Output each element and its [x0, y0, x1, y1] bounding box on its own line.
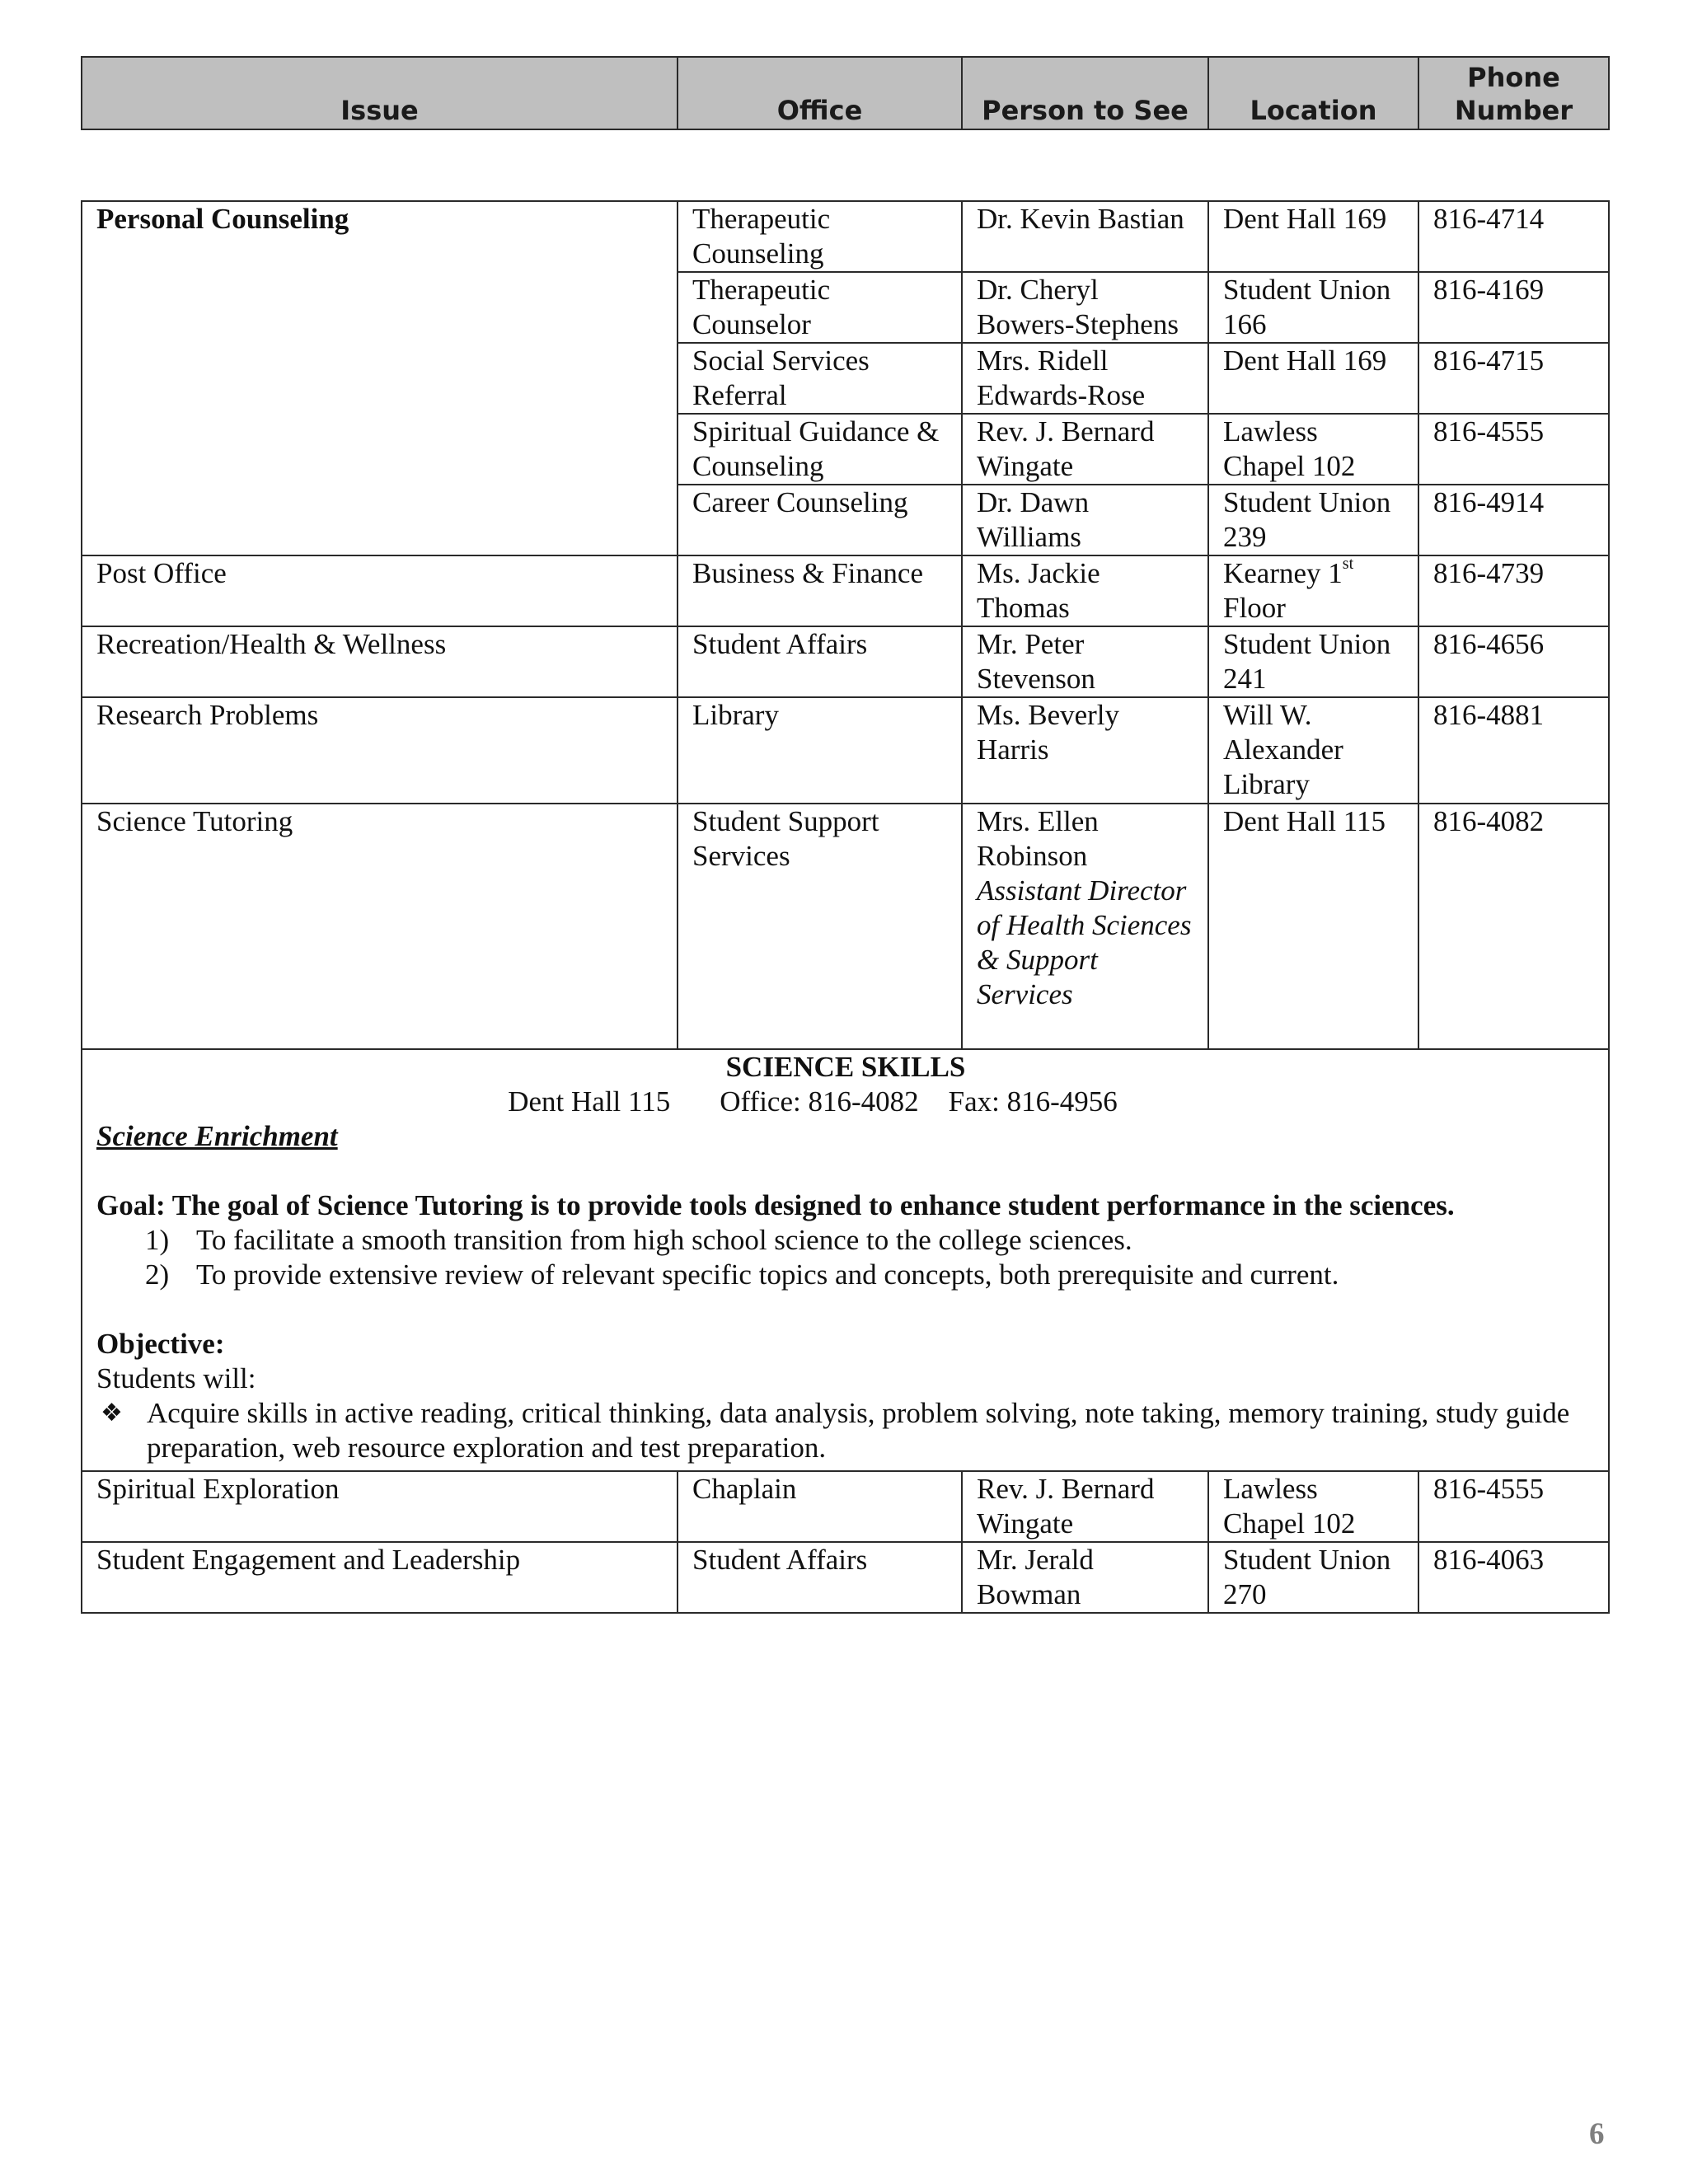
table-row — [82, 555, 1609, 626]
location-cell: Student Union 241 — [1208, 626, 1418, 697]
person-cell: Ms. Beverly Harris — [962, 697, 1208, 804]
person-cell: Ms. Jackie Thomas — [962, 555, 1208, 626]
office-cell: Chaplain — [678, 1471, 962, 1542]
header-phone-number — [1418, 57, 1609, 129]
person-cell: Dr. Cheryl Bowers-Stephens — [962, 272, 1208, 343]
table-row — [82, 626, 1609, 697]
issue-cell: Science Tutoring — [82, 804, 678, 1049]
header-row — [82, 57, 1609, 129]
list-item — [96, 1223, 1595, 1258]
header-issue: Issue — [82, 57, 678, 129]
person-cell: Rev. J. Bernard Wingate — [962, 414, 1208, 485]
goal-list — [96, 1223, 1595, 1292]
phone-cell: 816-4555 — [1418, 1471, 1609, 1542]
science-contact-line — [96, 1085, 1595, 1119]
science-skills-title: SCIENCE SKILLS — [725, 1051, 966, 1083]
phone-cell: 816-4714 — [1418, 201, 1609, 272]
person-cell: Rev. J. Bernard Wingate — [962, 1471, 1208, 1542]
objective-intro: Students will: — [96, 1362, 256, 1394]
table-row — [82, 343, 1609, 414]
person-cell: Mrs. Ridell Edwards-Rose — [962, 343, 1208, 414]
objective-heading: Objective: — [96, 1328, 225, 1360]
phone-cell: 816-4739 — [1418, 555, 1609, 626]
location-cell: Student Union 166 — [1208, 272, 1418, 343]
phone-cell: 816-4063 — [1418, 1542, 1609, 1613]
phone-cell: 816-4555 — [1418, 414, 1609, 485]
science-location: Dent Hall 115 — [508, 1085, 671, 1118]
office-cell: Student Affairs — [678, 626, 962, 697]
office-cell: Therapeutic Counselor — [678, 272, 962, 343]
phone-cell: 816-4715 — [1418, 343, 1609, 414]
phone-cell: 816-4656 — [1418, 626, 1609, 697]
issue-cell: Student Engagement and Leadership — [82, 1542, 678, 1613]
person-title: Assistant Director of Health Sciences & Support Services — [977, 874, 1192, 1010]
table-row — [82, 1471, 1609, 1542]
person-cell: Mr. Jerald Bowman — [962, 1542, 1208, 1613]
header-location: Location — [1208, 57, 1418, 129]
office-cell: Business & Finance — [678, 555, 962, 626]
page-number: 6 — [1589, 2117, 1605, 2151]
person-cell: Dr. Dawn Williams — [962, 485, 1208, 555]
location-cell: Student Union 239 — [1208, 485, 1418, 555]
office-cell: Student Support Services — [678, 804, 962, 1049]
table-row — [82, 1542, 1609, 1613]
office-cell: Library — [678, 697, 962, 804]
person-cell: Mr. Peter Stevenson — [962, 626, 1208, 697]
list-number: 2) — [145, 1258, 170, 1291]
office-cell: Social Services Referral — [678, 343, 962, 414]
location-cell — [1208, 555, 1418, 626]
goal-statement: Goal: The goal of Science Tutoring is to provide tools designed to enhance student performance in the sciences. — [96, 1189, 1455, 1221]
office-cell: Spiritual Guidance & Counseling — [678, 414, 962, 485]
phone-cell: 816-4082 — [1418, 804, 1609, 1049]
list-text: To facilitate a smooth transition from high school science to the college sciences. — [196, 1224, 1132, 1256]
location-cell: Dent Hall 115 — [1208, 804, 1418, 1049]
list-item — [96, 1258, 1595, 1292]
list-text: To provide extensive review of relevant specific topics and concepts, both prerequisite and current. — [196, 1258, 1339, 1291]
science-enrichment-heading: Science Enrichment — [96, 1120, 338, 1152]
location-text: Kearney 1 — [1223, 557, 1343, 589]
issue-cell — [82, 272, 678, 343]
location-cell: Will W. Alexander Library — [1208, 697, 1418, 804]
directory-table — [81, 200, 1610, 1614]
issue-cell — [82, 343, 678, 414]
table-row — [82, 485, 1609, 555]
location-text-tail: Floor — [1223, 592, 1286, 624]
location-cell: Dent Hall 169 — [1208, 343, 1418, 414]
table-row — [82, 804, 1609, 1049]
objective-bullet-text: Acquire skills in active reading, critical thinking, data analysis, problem solving, note taking, memory training, study guide preparation, web resource exploration and test preparation. — [147, 1397, 1570, 1464]
header-phone-line1: Phone — [1467, 62, 1560, 93]
issue-cell: Spiritual Exploration — [82, 1471, 678, 1542]
list-number: 1) — [145, 1224, 170, 1256]
header-office: Office — [678, 57, 962, 129]
issue-cell — [82, 485, 678, 555]
table-row — [82, 697, 1609, 804]
table-row — [82, 201, 1609, 272]
header-person-to-see: Person to See — [962, 57, 1208, 129]
person-cell — [962, 804, 1208, 1049]
phone-cell: 816-4914 — [1418, 485, 1609, 555]
science-skills-section — [82, 1049, 1609, 1471]
issue-cell: Research Problems — [82, 697, 678, 804]
location-cell: Lawless Chapel 102 — [1208, 1471, 1418, 1542]
column-header-table — [81, 56, 1610, 130]
location-cell: Student Union 270 — [1208, 1542, 1418, 1613]
phone-cell: 816-4169 — [1418, 272, 1609, 343]
issue-cell: Recreation/Health & Wellness — [82, 626, 678, 697]
objective-bullet — [96, 1396, 1595, 1465]
location-cell: Lawless Chapel 102 — [1208, 414, 1418, 485]
issue-cell: Post Office — [82, 555, 678, 626]
office-cell: Therapeutic Counseling — [678, 201, 962, 272]
location-cell: Dent Hall 169 — [1208, 201, 1418, 272]
diamond-bullet-icon: ❖ — [101, 1399, 123, 1427]
phone-cell: 816-4881 — [1418, 697, 1609, 804]
ordinal-suffix: st — [1342, 555, 1354, 574]
science-fax: Fax: 816-4956 — [948, 1085, 1118, 1118]
issue-cell — [82, 414, 678, 485]
person-name: Mrs. Ellen Robinson — [977, 805, 1099, 872]
issue-cell: Personal Counseling — [82, 201, 678, 272]
header-phone-line2: Number — [1454, 95, 1573, 126]
office-cell: Student Affairs — [678, 1542, 962, 1613]
table-row — [82, 414, 1609, 485]
science-office-phone: Office: 816-4082 — [720, 1085, 919, 1118]
office-cell: Career Counseling — [678, 485, 962, 555]
person-cell: Dr. Kevin Bastian — [962, 201, 1208, 272]
table-row — [82, 272, 1609, 343]
science-skills-row — [82, 1049, 1609, 1471]
